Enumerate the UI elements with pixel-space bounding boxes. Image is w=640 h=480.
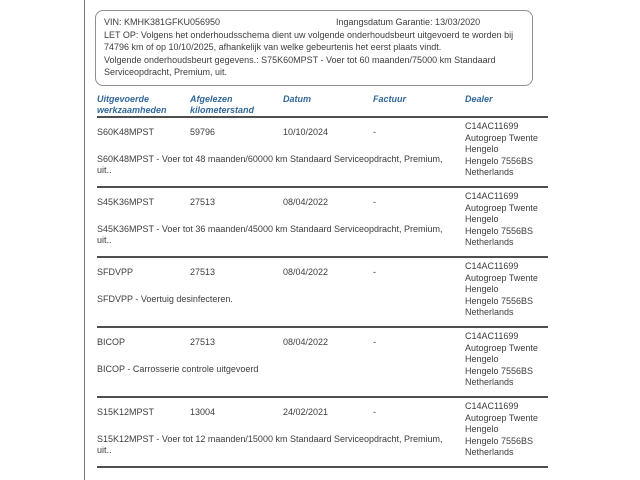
job-code: SFDVPP [97, 267, 134, 277]
table-body [97, 118, 548, 468]
vin-value: VIN: KMHK381GFKU056950 [104, 17, 221, 27]
dealer-code: C14AC11699 [465, 191, 519, 201]
table-header-row [97, 88, 548, 118]
next-service-info: Volgende onderhoudsbeurt gegevens.: S75K60MPST - Voer tot 60 maanden/75000 km Standaard Serviceopdracht, Premium, uit. [104, 54, 496, 77]
dealer-city: Hengelo [465, 424, 499, 434]
dealer-info [465, 328, 548, 389]
job-description: S15K12MPST - Voer tot 12 maanden/15000 km Standaard Serviceopdracht, Premium, uit.. [97, 434, 443, 455]
dealer-info [465, 118, 548, 179]
dealer-name: Autogroep Twente [465, 342, 538, 353]
invoice-value: - [373, 267, 376, 277]
row-values [97, 328, 548, 389]
dealer-info [465, 188, 548, 249]
table-row [97, 258, 548, 328]
job-code: S45K36MPST [97, 197, 155, 207]
header-date: Datum [283, 94, 312, 104]
dealer-postal: Hengelo 7556BS [465, 365, 534, 376]
vehicle-info-box [95, 10, 533, 86]
table-row [97, 398, 548, 468]
dealer-country: Netherlands [465, 307, 514, 317]
dealer-country: Netherlands [465, 377, 514, 387]
invoice-value: - [373, 197, 376, 207]
dealer-country: Netherlands [465, 447, 514, 457]
job-description: S60K48MPST - Voer tot 48 maanden/60000 km Standaard Serviceopdracht, Premium, uit.. [97, 154, 443, 175]
dealer-code: C14AC11699 [465, 401, 519, 411]
dealer-code: C14AC11699 [465, 261, 519, 271]
invoice-value: - [373, 407, 376, 417]
job-description: BICOP - Carrosserie controle uitgevoerd [97, 364, 259, 374]
job-code: S60K48MPST [97, 127, 155, 137]
dealer-country: Netherlands [465, 167, 514, 177]
invoice-value: - [373, 127, 376, 137]
dealer-city: Hengelo [465, 214, 499, 224]
dealer-postal: Hengelo 7556BS [465, 155, 534, 166]
header-work: Uitgevoerde werkzaamheden [97, 94, 167, 115]
job-description: S45K36MPST - Voer tot 36 maanden/45000 km Standaard Serviceopdracht, Premium, uit.. [97, 224, 443, 245]
vin-warranty-line [104, 16, 524, 29]
dealer-name: Autogroep Twente [465, 202, 538, 213]
job-code: S15K12MPST [97, 407, 155, 417]
table-row [97, 188, 548, 258]
header-dealer: Dealer [465, 94, 493, 104]
header-invoice: Factuur [373, 94, 407, 104]
dealer-code: C14AC11699 [465, 121, 519, 131]
dealer-postal: Hengelo 7556BS [465, 295, 534, 306]
invoice-value: - [373, 337, 376, 347]
service-date: 08/04/2022 [283, 267, 329, 277]
dealer-code: C14AC11699 [465, 331, 519, 341]
odometer-reading: 59796 [190, 127, 216, 137]
odometer-reading: 27513 [190, 197, 216, 207]
service-date: 08/04/2022 [283, 197, 329, 207]
dealer-postal: Hengelo 7556BS [465, 225, 534, 236]
warranty-start-date: Ingangsdatum Garantie: 13/03/2020 [336, 17, 481, 27]
odometer-reading: 13004 [190, 407, 216, 417]
dealer-city: Hengelo [465, 354, 499, 364]
dealer-country: Netherlands [465, 237, 514, 247]
job-description: SFDVPP - Voertuig desinfecteren. [97, 294, 233, 304]
service-history-table [97, 88, 548, 468]
dealer-info [465, 258, 548, 319]
service-date: 08/04/2022 [283, 337, 329, 347]
odometer-reading: 27513 [190, 267, 216, 277]
table-row [97, 328, 548, 398]
row-values [97, 258, 548, 319]
service-date: 10/10/2024 [283, 127, 329, 137]
dealer-city: Hengelo [465, 144, 499, 154]
dealer-city: Hengelo [465, 284, 499, 294]
odometer-reading: 27513 [190, 337, 216, 347]
header-odometer: Afgelezen kilometerstand [190, 94, 255, 115]
dealer-name: Autogroep Twente [465, 412, 538, 423]
maintenance-notice: LET OP: Volgens het onderhoudsschema dient uw volgende onderhoudsbeurt uitgevoerd te worden bij 74796 km of op 10/10/2025, afhankelijk van welke gebeurtenis het eerst plaats vindt. [104, 29, 514, 52]
dealer-info [465, 398, 548, 459]
job-code: BICOP [97, 337, 126, 347]
page-left-rule [84, 0, 85, 480]
dealer-name: Autogroep Twente [465, 132, 538, 143]
dealer-name: Autogroep Twente [465, 272, 538, 283]
dealer-postal: Hengelo 7556BS [465, 435, 534, 446]
table-row [97, 118, 548, 188]
service-date: 24/02/2021 [283, 407, 329, 417]
